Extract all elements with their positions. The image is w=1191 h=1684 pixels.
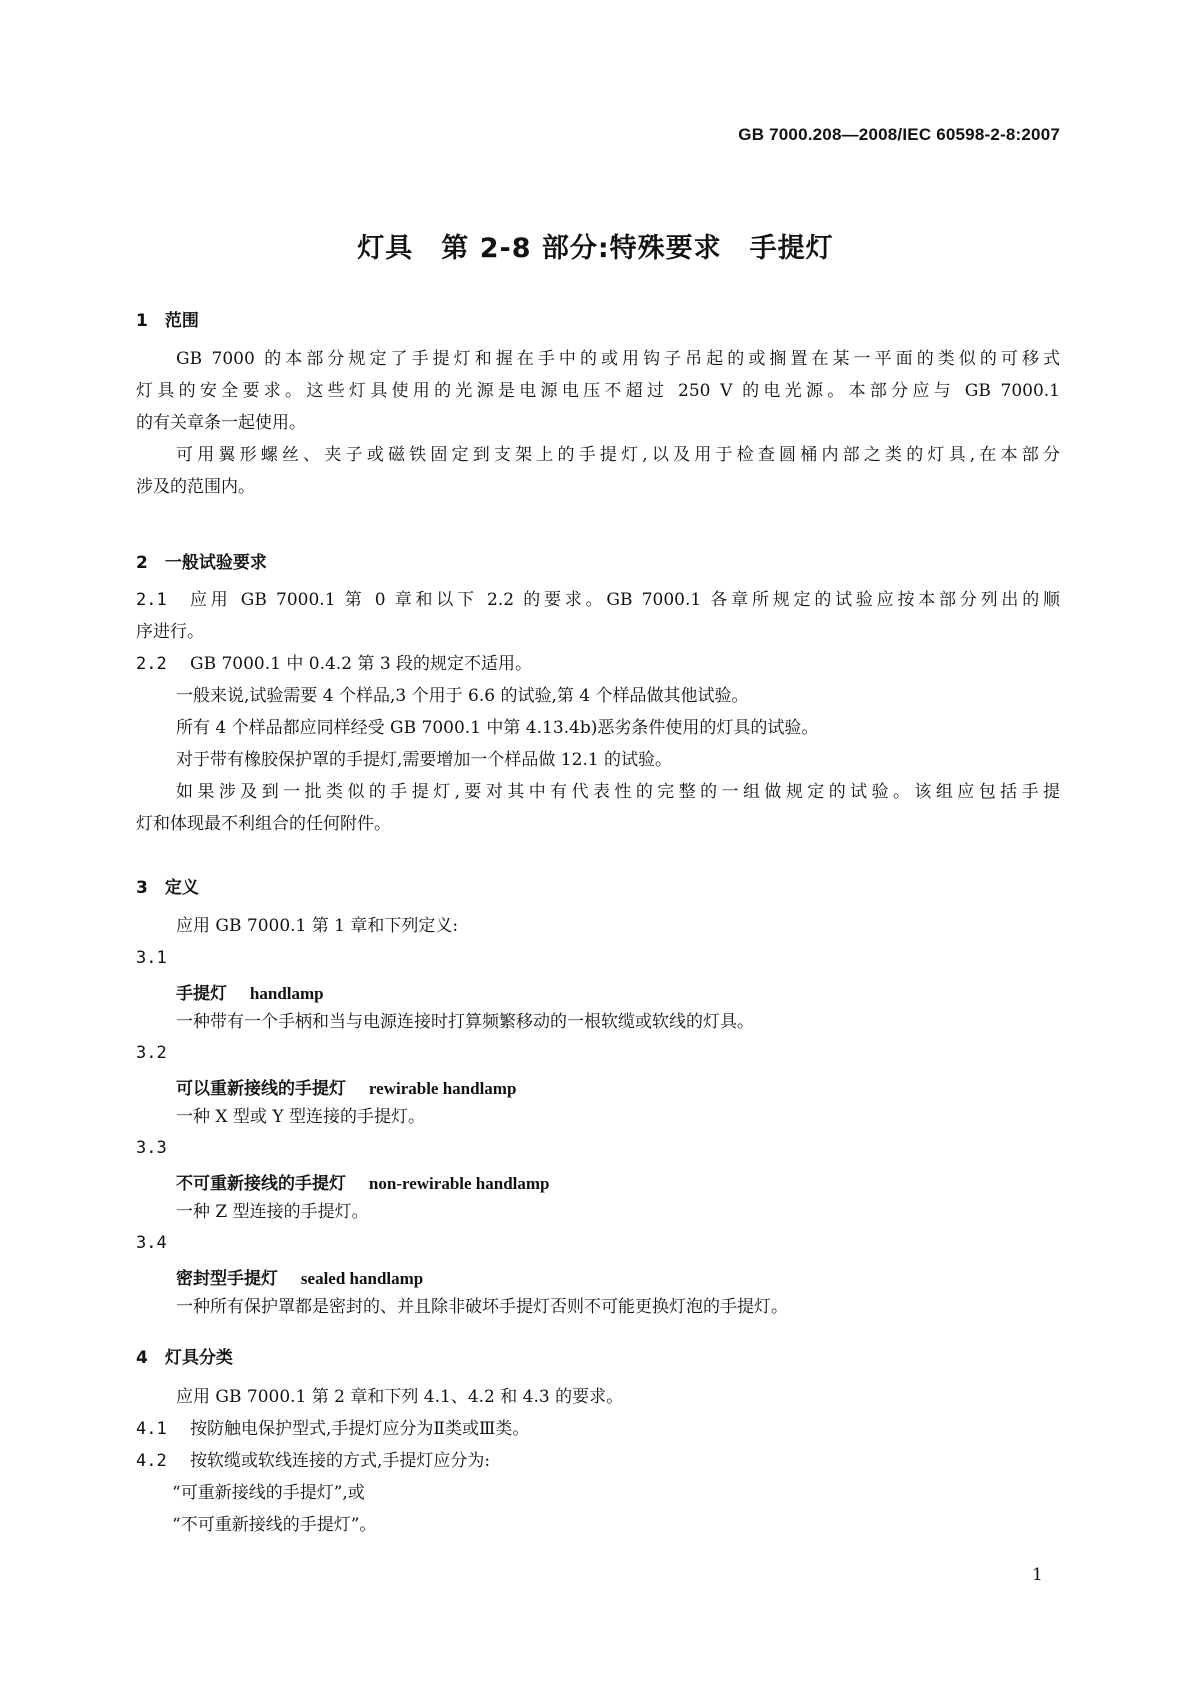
term-en: rewirable handlamp [368,1079,517,1098]
clause-4-1-number: 4.1 [136,1419,167,1439]
definition-3-1-term [176,979,324,1004]
term-cn: 密封型手提灯 [176,1269,278,1289]
section-4-heading: 4 灯具分类 [136,1348,233,1368]
section-1-heading: 1 范围 [136,311,199,331]
definition-3-1-number: 3.1 [136,948,167,968]
definition-3-2-number: 3.2 [136,1043,167,1063]
term-cn: 不可重新接线的手提灯 [176,1174,346,1194]
section-2-heading: 2 一般试验要求 [136,553,267,573]
term-cn: 可以重新接线的手提灯 [176,1079,346,1099]
clause-4-2-option1: “可重新接线的手提灯”,或 [172,1483,365,1503]
section-4-intro: 应用 GB 7000.1 第 2 章和下列 4.1、4.2 和 4.3 的要求。 [176,1387,624,1407]
clause-2-2-para3: 对于带有橡胶保护罩的手提灯,需要增加一个样品做 12.1 的试验。 [176,750,673,770]
clause-4-2-text: 按软缆或软线连接的方式,手提灯应分为: [190,1451,491,1471]
clause-2-2-para2: 所有 4 个样品都应同样经受 GB 7000.1 中第 4.13.4b)恶劣条件使用的灯具的试验。 [176,718,819,738]
section-3-intro: 应用 GB 7000.1 第 1 章和下列定义: [176,916,459,936]
s1-p1-line3: 的有关章条一起使用。 [136,413,306,433]
clause-2-1-line2: 序进行。 [136,622,204,642]
clause-4-2-option2: “不可重新接线的手提灯”。 [172,1515,377,1535]
definition-3-3-term [176,1169,550,1194]
clause-2-2-para1: 一般来说,试验需要 4 个样品,3 个用于 6.6 的试验,第 4 个样品做其他试验。 [176,686,749,706]
term-cn: 手提灯 [176,984,227,1004]
s1-p1-line1: GB 7000 的本部分规定了手提灯和握在手中的或用钩子吊起的或搁置在某一平面的类似的可移式 [176,349,1060,369]
clause-4-2-number: 4.2 [136,1451,167,1471]
definition-3-4-number: 3.4 [136,1233,167,1253]
definition-3-2-term [176,1074,516,1099]
s1-p2-line2: 涉及的范围内。 [136,477,255,497]
section-3-heading: 3 定义 [136,878,199,898]
document-title: 灯具 第 2-8 部分:特殊要求 手提灯 [357,233,834,264]
clause-2-1-line1: 应用 GB 7000.1 第 0 章和以下 2.2 的要求。GB 7000.1 各章所规定的试验应按本部分列出的顺 [190,590,1060,610]
definition-3-1-text: 一种带有一个手柄和当与电源连接时打算频繁移动的一根软缆或软线的灯具。 [176,1012,754,1032]
page-number: 1 [1032,1565,1043,1585]
s1-p1-line2: 灯具的安全要求。这些灯具使用的光源是电源电压不超过 250 V 的电光源。本部分应与 GB 7000.1 [136,381,1060,401]
clause-2-2-number: 2.2 [136,654,167,674]
clause-2-1-number: 2.1 [136,590,167,610]
clause-2-2-para4-line1: 如果涉及到一批类似的手提灯,要对其中有代表性的完整的一组做规定的试验。该组应包括手提 [176,782,1060,802]
definition-3-3-text: 一种 Z 型连接的手提灯。 [176,1202,369,1222]
s1-p2-line1: 可用翼形螺丝、夹子或磁铁固定到支架上的手提灯,以及用于检查圆桶内部之类的灯具,在本部分 [176,445,1060,465]
term-en: handlamp [249,984,324,1003]
definition-3-3-number: 3.3 [136,1138,167,1158]
standard-code: GB 7000.208—2008/IEC 60598-2-8:2007 [738,125,1060,144]
definition-3-4-text: 一种所有保护罩都是密封的、并且除非破坏手提灯否则不可能更换灯泡的手提灯。 [176,1297,788,1317]
term-en: non-rewirable handlamp [368,1174,550,1193]
definition-3-4-term [176,1264,423,1289]
term-en: sealed handlamp [300,1269,424,1288]
definition-3-2-text: 一种 X 型或 Y 型连接的手提灯。 [176,1107,425,1127]
clause-2-2-para4-line2: 灯和体现最不利组合的任何附件。 [136,814,391,834]
clause-4-1-text: 按防触电保护型式,手提灯应分为Ⅱ类或Ⅲ类。 [190,1419,530,1439]
clause-2-2-text: GB 7000.1 中 0.4.2 第 3 段的规定不适用。 [190,654,533,674]
